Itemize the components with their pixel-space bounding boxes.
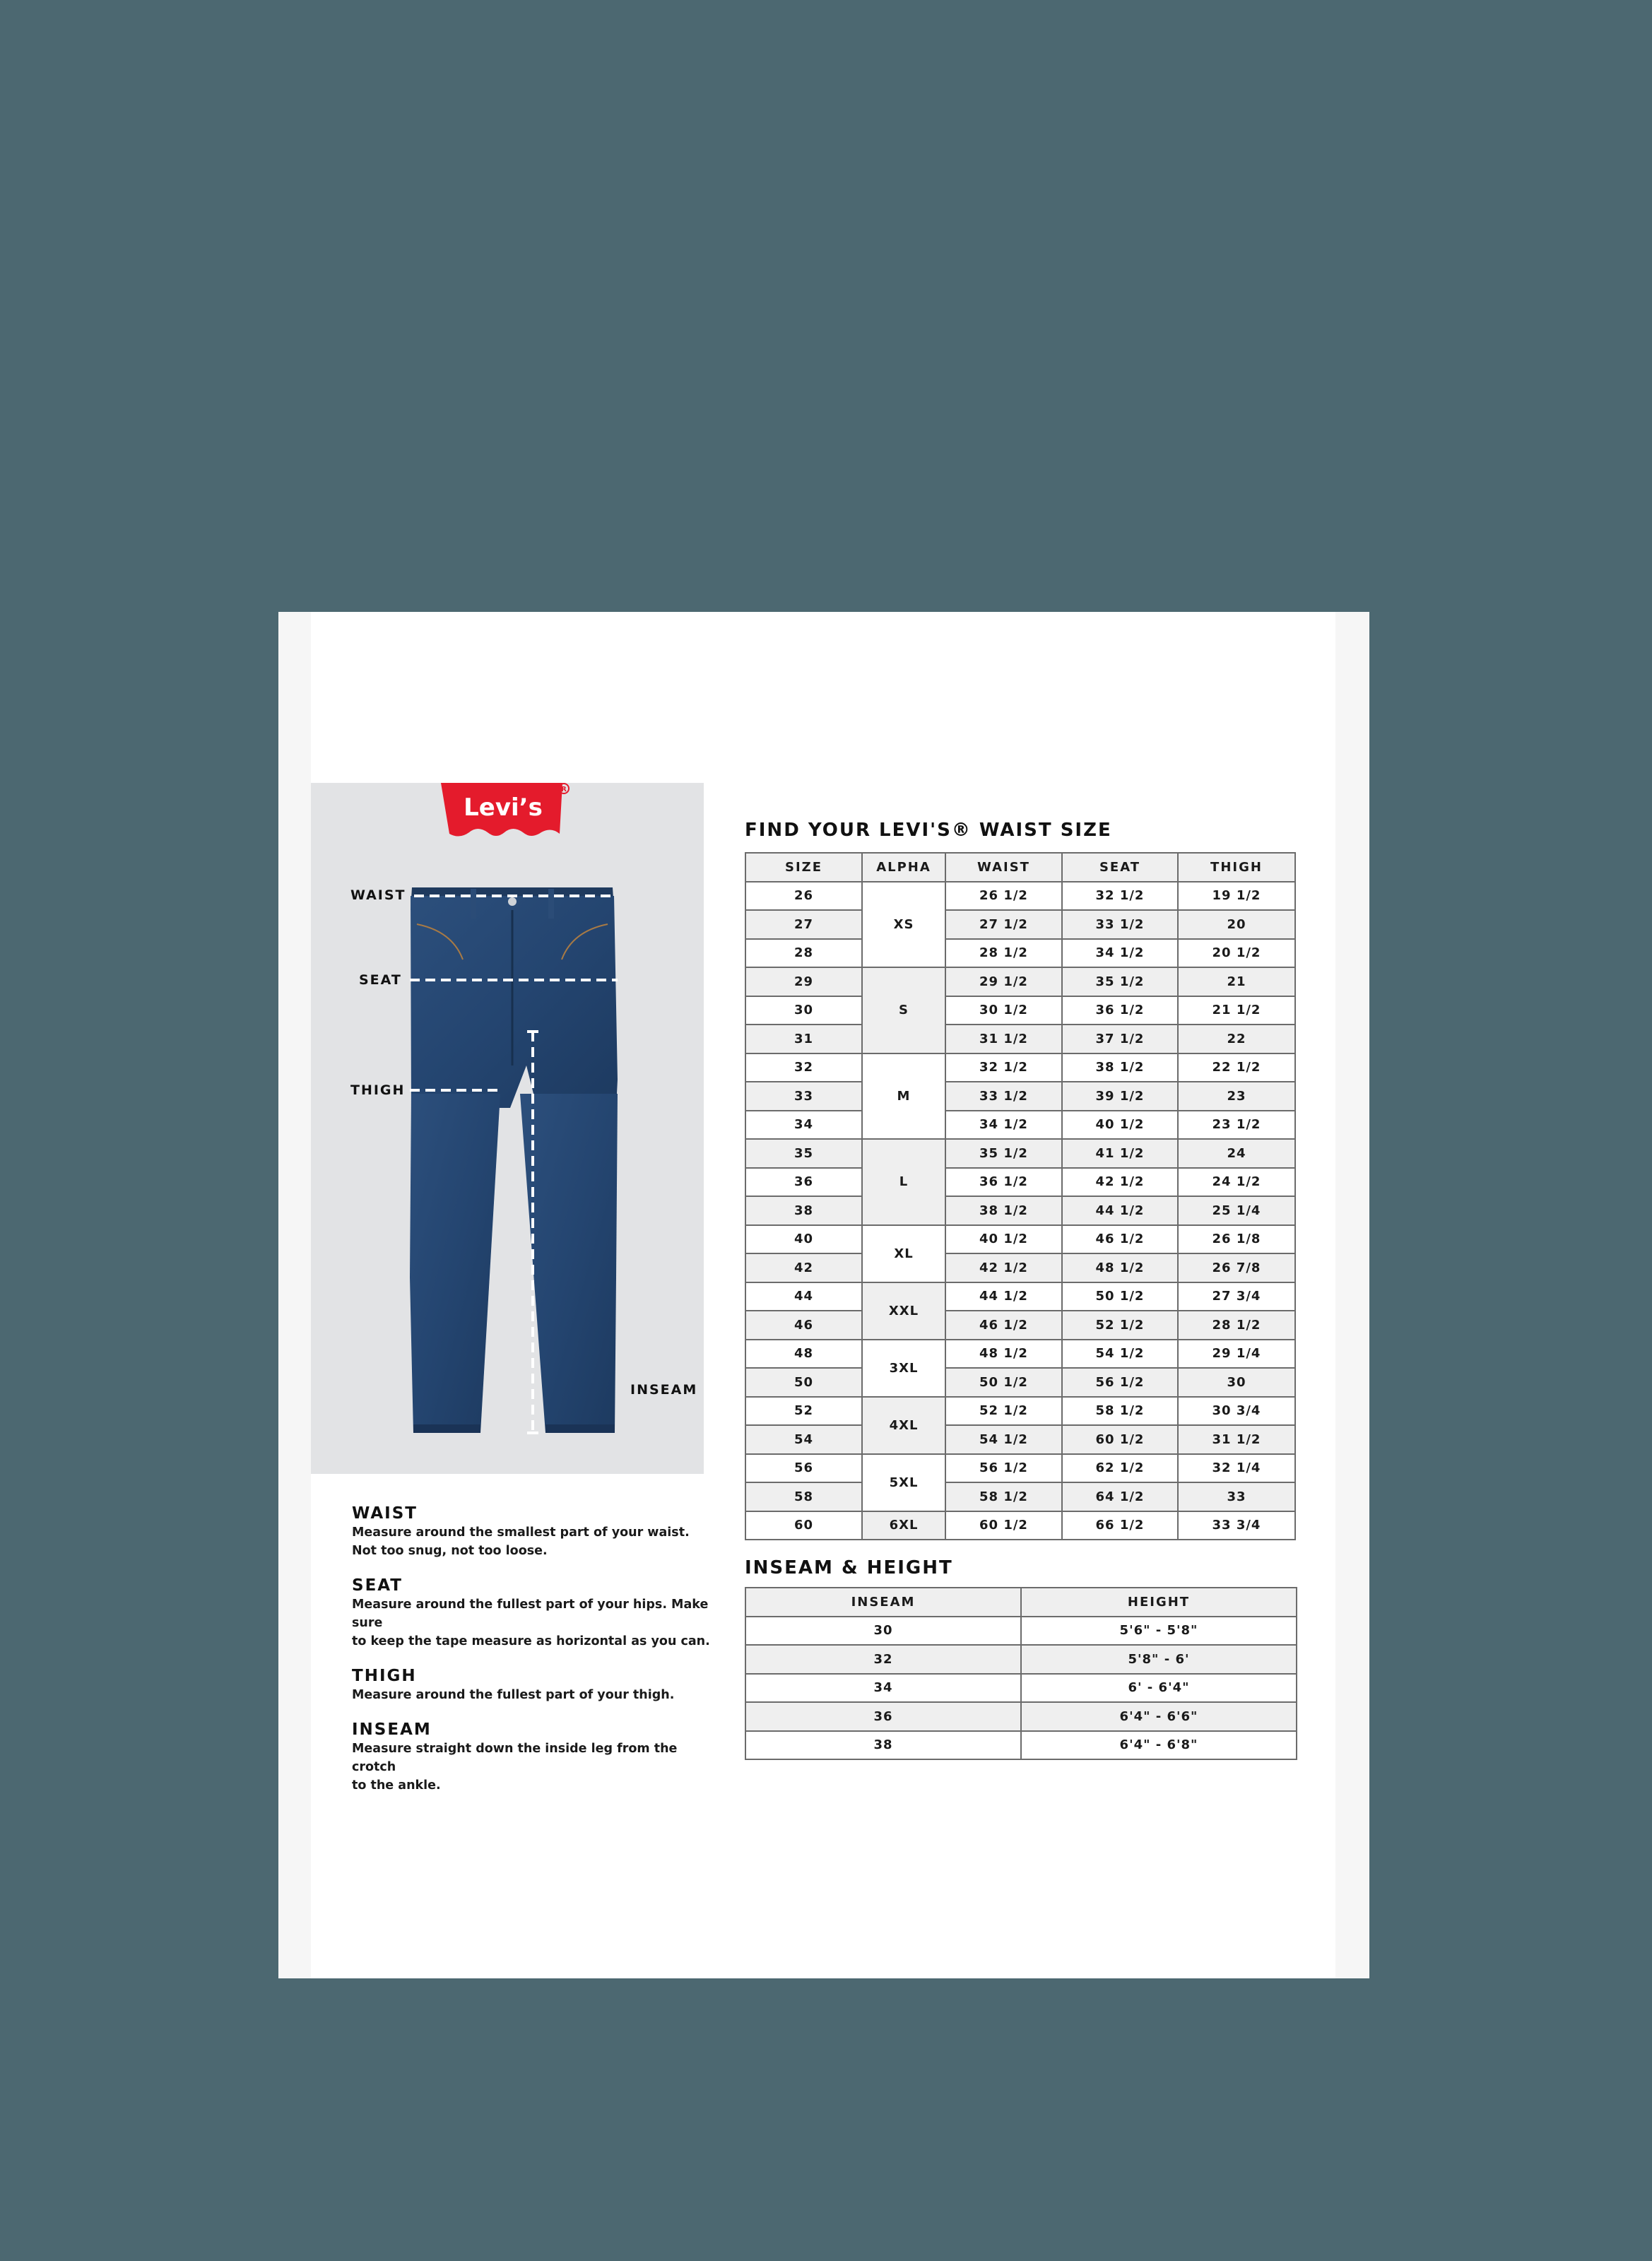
cell-inseam: 34: [745, 1674, 1021, 1703]
cell-thigh: 25 1/4: [1178, 1196, 1295, 1225]
table-row: [745, 1645, 1297, 1674]
cell-seat: 38 1/2: [1062, 1053, 1178, 1082]
cell-waist: 54 1/2: [945, 1425, 1062, 1454]
cell-height: 6' - 6'4": [1021, 1674, 1297, 1703]
cell-waist: 34 1/2: [945, 1111, 1062, 1140]
table-row: [745, 1674, 1297, 1703]
cell-size: 60: [745, 1511, 862, 1540]
svg-text:R: R: [561, 786, 567, 793]
cell-seat: 62 1/2: [1062, 1454, 1178, 1483]
cell-waist: 44 1/2: [945, 1282, 1062, 1311]
cell-thigh: 29 1/4: [1178, 1340, 1295, 1369]
cell-waist: 31 1/2: [945, 1025, 1062, 1053]
cell-waist: 48 1/2: [945, 1340, 1062, 1369]
table-row: [745, 1397, 1295, 1426]
table-row: [745, 1025, 1295, 1053]
guide-title: INSEAM: [352, 1720, 432, 1739]
cell-waist: 42 1/2: [945, 1253, 1062, 1282]
cell-height: 6'4" - 6'6": [1021, 1702, 1297, 1731]
cell-size: 48: [745, 1340, 862, 1369]
cell-waist: 40 1/2: [945, 1225, 1062, 1254]
table-row: [745, 1082, 1295, 1111]
cell-waist: 46 1/2: [945, 1311, 1062, 1340]
cell-seat: 54 1/2: [1062, 1340, 1178, 1369]
cell-thigh: 27 3/4: [1178, 1282, 1295, 1311]
column-header-seat: SEAT: [1062, 853, 1178, 882]
cell-thigh: 20 1/2: [1178, 939, 1295, 968]
cell-size: 58: [745, 1482, 862, 1511]
cell-waist: 30 1/2: [945, 996, 1062, 1025]
table-row: [745, 1731, 1297, 1760]
cell-size: 46: [745, 1311, 862, 1340]
figure-label-seat: SEAT: [359, 972, 402, 988]
table-row: [745, 1111, 1295, 1140]
cell-size: 34: [745, 1111, 862, 1140]
cell-size: 29: [745, 967, 862, 996]
cell-seat: 44 1/2: [1062, 1196, 1178, 1225]
page-content: [311, 612, 1335, 1978]
cell-alpha: M: [862, 1053, 945, 1140]
cell-alpha: XS: [862, 882, 945, 968]
cell-thigh: 22 1/2: [1178, 1053, 1295, 1082]
cell-inseam: 38: [745, 1731, 1021, 1760]
cell-waist: 29 1/2: [945, 967, 1062, 996]
cell-thigh: 19 1/2: [1178, 882, 1295, 911]
table-row: [745, 1454, 1295, 1483]
cell-size: 50: [745, 1368, 862, 1397]
size-chart-page: [278, 612, 1369, 1978]
column-header-height: HEIGHT: [1021, 1588, 1297, 1617]
cell-seat: 35 1/2: [1062, 967, 1178, 996]
cell-alpha: S: [862, 967, 945, 1053]
cell-inseam: 30: [745, 1617, 1021, 1646]
waist-table-title: FIND YOUR LEVI'S® WAIST SIZE: [745, 820, 1112, 841]
cell-size: 54: [745, 1425, 862, 1454]
column-header-alpha: ALPHA: [862, 853, 945, 882]
cell-thigh: 33 3/4: [1178, 1511, 1295, 1540]
cell-height: 5'6" - 5'8": [1021, 1617, 1297, 1646]
cell-alpha: 6XL: [862, 1511, 945, 1540]
guide-description-line: Measure around the fullest part of your hips. Make sure: [352, 1598, 709, 1630]
cell-waist: 33 1/2: [945, 1082, 1062, 1111]
inseam-table-title: INSEAM & HEIGHT: [745, 1557, 953, 1578]
figure-label-waist: WAIST: [350, 887, 406, 903]
guide-description-line: to keep the tape measure as horizontal as you can.: [352, 1634, 710, 1648]
cell-alpha: L: [862, 1139, 945, 1225]
cell-inseam: 36: [745, 1702, 1021, 1731]
cell-waist: 52 1/2: [945, 1397, 1062, 1426]
cell-size: 40: [745, 1225, 862, 1254]
table-row: [745, 1282, 1295, 1311]
cell-thigh: 21 1/2: [1178, 996, 1295, 1025]
cell-size: 56: [745, 1454, 862, 1483]
logo-text: Levi’s: [464, 793, 543, 822]
cell-waist: 38 1/2: [945, 1196, 1062, 1225]
table-row: [745, 1253, 1295, 1282]
cell-waist: 58 1/2: [945, 1482, 1062, 1511]
column-header-size: SIZE: [745, 853, 862, 882]
cell-size: 35: [745, 1139, 862, 1168]
inseam-height-table: [745, 1587, 1297, 1760]
cell-seat: 36 1/2: [1062, 996, 1178, 1025]
cell-thigh: 23: [1178, 1082, 1295, 1111]
cell-alpha: 5XL: [862, 1454, 945, 1511]
column-header-thigh: THIGH: [1178, 853, 1295, 882]
table-row: [745, 882, 1295, 911]
table-row: [745, 1168, 1295, 1197]
cell-thigh: 21: [1178, 967, 1295, 996]
guide-item-seat: [352, 1576, 719, 1651]
cell-size: 31: [745, 1025, 862, 1053]
cell-seat: 48 1/2: [1062, 1253, 1178, 1282]
guide-description-line: to the ankle.: [352, 1778, 441, 1793]
cell-seat: 32 1/2: [1062, 882, 1178, 911]
table-row: [745, 1511, 1295, 1540]
cell-waist: 60 1/2: [945, 1511, 1062, 1540]
cell-seat: 52 1/2: [1062, 1311, 1178, 1340]
cell-size: 38: [745, 1196, 862, 1225]
cell-thigh: 30: [1178, 1368, 1295, 1397]
cell-size: 30: [745, 996, 862, 1025]
table-row: [745, 1482, 1295, 1511]
cell-seat: 40 1/2: [1062, 1111, 1178, 1140]
column-header-waist: WAIST: [945, 853, 1062, 882]
cell-height: 6'4" - 6'8": [1021, 1731, 1297, 1760]
table-row: [745, 1196, 1295, 1225]
cell-size: 28: [745, 939, 862, 968]
table-row: [745, 1617, 1297, 1646]
cell-size: 52: [745, 1397, 862, 1426]
guide-description-line: Measure straight down the inside leg from the crotch: [352, 1742, 678, 1774]
jeans-illustration: [311, 783, 704, 1474]
guide-title: SEAT: [352, 1576, 403, 1595]
cell-seat: 46 1/2: [1062, 1225, 1178, 1254]
guide-item-waist: [352, 1504, 719, 1560]
cell-thigh: 28 1/2: [1178, 1311, 1295, 1340]
table-row: [745, 996, 1295, 1025]
table-row: [745, 939, 1295, 968]
figure-label-thigh: THIGH: [350, 1082, 406, 1098]
guide-description-line: Not too snug, not too loose.: [352, 1544, 548, 1558]
cell-seat: 37 1/2: [1062, 1025, 1178, 1053]
table-row: [745, 910, 1295, 939]
table-row: [745, 1053, 1295, 1082]
guide-item-inseam: [352, 1720, 719, 1795]
jeans-measurement-figure: [311, 783, 704, 1474]
guide-description-line: Measure around the smallest part of your waist.: [352, 1525, 690, 1540]
cell-seat: 58 1/2: [1062, 1397, 1178, 1426]
cell-thigh: 32 1/4: [1178, 1454, 1295, 1483]
cell-thigh: 20: [1178, 910, 1295, 939]
table-row: [745, 1340, 1295, 1369]
cell-size: 27: [745, 910, 862, 939]
cell-waist: 26 1/2: [945, 882, 1062, 911]
table-row: [745, 967, 1295, 996]
cell-alpha: XXL: [862, 1282, 945, 1340]
cell-waist: 28 1/2: [945, 939, 1062, 968]
cell-waist: 35 1/2: [945, 1139, 1062, 1168]
cell-size: 33: [745, 1082, 862, 1111]
table-row: [745, 1225, 1295, 1254]
table-row: [745, 1702, 1297, 1731]
cell-seat: 33 1/2: [1062, 910, 1178, 939]
cell-seat: 50 1/2: [1062, 1282, 1178, 1311]
cell-thigh: 24 1/2: [1178, 1168, 1295, 1197]
measurement-guide: [352, 1504, 719, 1810]
cell-seat: 41 1/2: [1062, 1139, 1178, 1168]
cell-seat: 42 1/2: [1062, 1168, 1178, 1197]
cell-thigh: 31 1/2: [1178, 1425, 1295, 1454]
cell-thigh: 33: [1178, 1482, 1295, 1511]
table-row: [745, 1425, 1295, 1454]
cell-thigh: 22: [1178, 1025, 1295, 1053]
cell-thigh: 30 3/4: [1178, 1397, 1295, 1426]
cell-waist: 27 1/2: [945, 910, 1062, 939]
table-row: [745, 1311, 1295, 1340]
cell-thigh: 24: [1178, 1139, 1295, 1168]
cell-inseam: 32: [745, 1645, 1021, 1674]
cell-seat: 60 1/2: [1062, 1425, 1178, 1454]
column-header-inseam: INSEAM: [745, 1588, 1021, 1617]
cell-thigh: 26 7/8: [1178, 1253, 1295, 1282]
cell-size: 44: [745, 1282, 862, 1311]
cell-size: 32: [745, 1053, 862, 1082]
cell-waist: 36 1/2: [945, 1168, 1062, 1197]
cell-height: 5'8" - 6': [1021, 1645, 1297, 1674]
cell-waist: 50 1/2: [945, 1368, 1062, 1397]
cell-seat: 64 1/2: [1062, 1482, 1178, 1511]
figure-label-inseam: INSEAM: [630, 1382, 698, 1398]
guide-description-line: Measure around the fullest part of your thigh.: [352, 1688, 675, 1702]
guide-item-thigh: [352, 1666, 719, 1704]
cell-size: 36: [745, 1168, 862, 1197]
cell-seat: 56 1/2: [1062, 1368, 1178, 1397]
cell-seat: 34 1/2: [1062, 939, 1178, 968]
cell-alpha: 4XL: [862, 1397, 945, 1454]
cell-waist: 56 1/2: [945, 1454, 1062, 1483]
table-row: [745, 1368, 1295, 1397]
waist-size-table: [745, 852, 1296, 1540]
cell-thigh: 26 1/8: [1178, 1225, 1295, 1254]
cell-seat: 39 1/2: [1062, 1082, 1178, 1111]
cell-alpha: 3XL: [862, 1340, 945, 1397]
cell-waist: 32 1/2: [945, 1053, 1062, 1082]
guide-title: THIGH: [352, 1667, 417, 1685]
cell-thigh: 23 1/2: [1178, 1111, 1295, 1140]
cell-size: 26: [745, 882, 862, 911]
cell-seat: 66 1/2: [1062, 1511, 1178, 1540]
levis-logo: [438, 783, 574, 845]
guide-title: WAIST: [352, 1504, 418, 1523]
table-row: [745, 1139, 1295, 1168]
cell-size: 42: [745, 1253, 862, 1282]
cell-alpha: XL: [862, 1225, 945, 1282]
